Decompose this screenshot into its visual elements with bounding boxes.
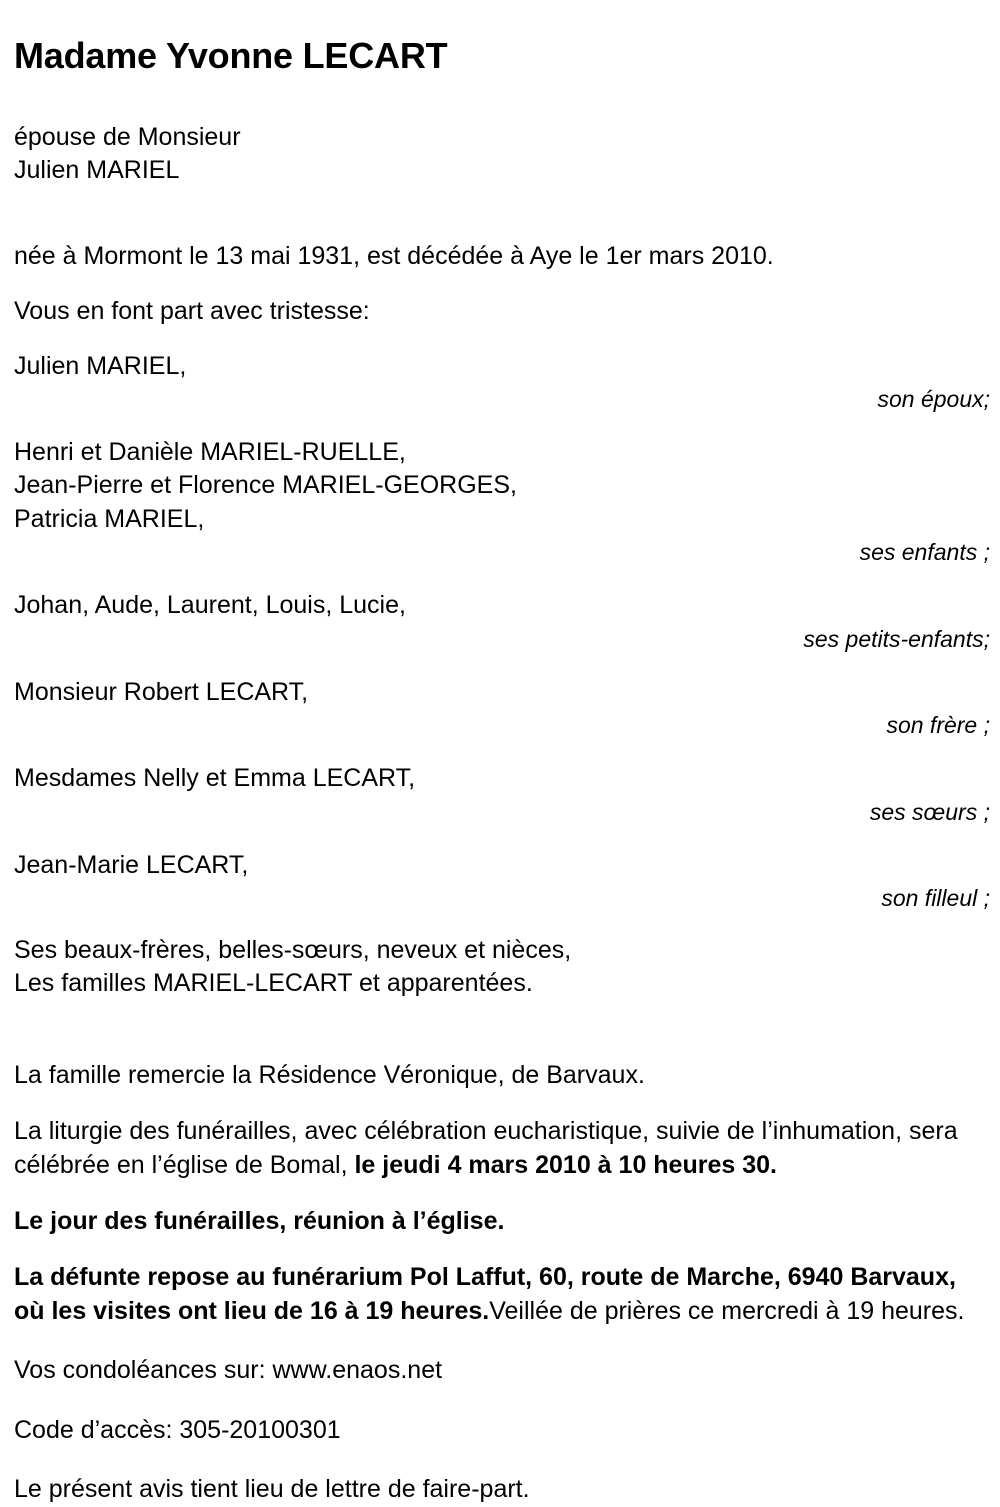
- relation-group: [14, 849, 990, 914]
- relation-name: Monsieur Robert LECART,: [14, 677, 309, 706]
- page-title: Madame Yvonne LECART: [14, 35, 448, 76]
- announcement-line: Vous en font part avec tristesse:: [14, 297, 370, 326]
- spouse-name: Julien MARIEL: [14, 156, 180, 185]
- condolences-line: Vos condoléances sur: www.enaos.net: [14, 1356, 443, 1385]
- thanks-line: La famille remercie la Résidence Véronique, de Barvaux.: [14, 1060, 645, 1089]
- relation-name: Mesdames Nelly et Emma LECART,: [14, 764, 416, 793]
- liturgy-paragraph: [14, 1114, 990, 1182]
- relation-group: [14, 589, 990, 654]
- spouse-prefix: épouse de Monsieur: [14, 122, 241, 151]
- vigil-note: Veillée de prières ce mercredi à 19 heures.: [489, 1297, 965, 1326]
- relation-name: Henri et Danièle MARIEL-RUELLE,: [14, 437, 406, 466]
- relation-name: Johan, Aude, Laurent, Louis, Lucie,: [14, 591, 406, 620]
- relation-name: Jean-Pierre et Florence MARIEL-GEORGES,: [14, 471, 517, 500]
- funerarium-paragraph: [14, 1260, 990, 1328]
- extended-family-line: Ses beaux-frères, belles-sœurs, neveux et nièces,: [14, 935, 572, 964]
- relation-role: ses petits-enfants;: [803, 625, 990, 652]
- relation-role: son époux;: [877, 386, 990, 413]
- extended-family-block: [14, 934, 990, 1001]
- liturgy-datetime: le jeudi 4 mars 2010 à 10 heures 30.: [354, 1151, 777, 1180]
- funerarium-details: La défunte repose au funérarium Pol Laffut, 60, route de Marche, 6940 Barvaux, où les visites ont lieu de 16 à 19 heures.: [14, 1263, 956, 1326]
- relation-name: Julien MARIEL,: [14, 351, 187, 380]
- access-code-line: Code d’accès: 305-20100301: [14, 1415, 341, 1444]
- spouse-block: [14, 121, 990, 188]
- relation-name: Patricia MARIEL,: [14, 504, 205, 533]
- extended-family-line: Les familles MARIEL-LECART et apparentées.: [14, 969, 533, 998]
- relation-role: ses enfants ;: [859, 539, 990, 566]
- legal-note-line: Le présent avis tient lieu de lettre de faire-part.: [14, 1475, 530, 1504]
- reunion-note: Le jour des funérailles, réunion à l’église.: [14, 1207, 505, 1236]
- birth-death-line: née à Mormont le 13 mai 1931, est décédée à Aye le 1er mars 2010.: [14, 241, 774, 270]
- relation-role: ses sœurs ;: [869, 798, 990, 825]
- relation-group: [14, 676, 990, 741]
- notice-content: [14, 0, 990, 1507]
- relation-role: son filleul ;: [881, 885, 990, 912]
- relation-group: [14, 350, 990, 415]
- relation-group: [14, 436, 990, 568]
- relation-group: [14, 762, 990, 827]
- liturgy-text: La liturgie des funérailles, avec célébration eucharistique, suivie de l’inhumation, sera célébrée en l’église de Bomal,: [14, 1117, 958, 1180]
- relation-name: Jean-Marie LECART,: [14, 850, 249, 879]
- relation-role: son frère ;: [886, 712, 990, 739]
